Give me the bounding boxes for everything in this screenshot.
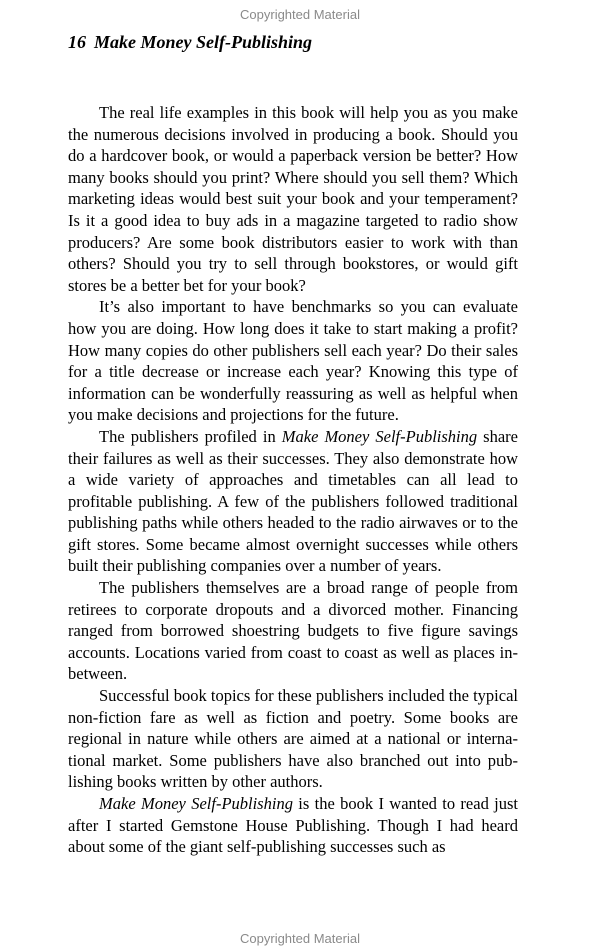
copyright-watermark-bottom: Copyrighted Material [240, 931, 360, 946]
running-header [68, 32, 312, 53]
paragraph-3-rest: share their failures as well as their successes. They also demonstrate how a wide variety of approaches and timetables can all lead to profitable publishing. A few of the publishers followed traditional publishing paths while others headed to the radio airwaves or to the gift stores. Some became almost overnight successes while others built their publishing companies over a number of years. [68, 426, 518, 576]
paragraph-2: It’s also important to have benchmarks so you can evaluate how you are doing. How long does it take to start making a profit? How many copies do other publishers sell each year? Do their sales for a title decrease or increase each year? Knowing this type of information can be wonderfully reassuring as well as helpful when you make decisions and projections for the future. [68, 297, 518, 425]
paragraph-5: Successful book topics for these publishers included the typical non-fiction fare as well as fiction and poetry. Some books are regional in nature while others are aimed at a national or international market. Some publishers have also branched out into publishing books written by other authors. [68, 686, 518, 792]
paragraph-3 [68, 426, 518, 577]
paragraph-1: The real life examples in this book will help you as you make the numerous decisions involved in producing a book. Should you do a hardcover book, or would a paperback version be better? How many books should you print? Where should you sell them? Which marketing ideas would best suit your book and your temperament? Is it a good idea to buy ads in a magazine targeted to radio show producers? Are some book distributors easier to work with than others? Should you try to sell through bookstores, or would gift stores be a better bet for your book? [68, 103, 518, 295]
book-title-italic: Make Money Self-Publishing [281, 426, 478, 446]
paragraph-6-rest: is the book I wanted to read just after I started Gemstone House Publishing. Though I had heard about some of the giant self-publishing successes such as [68, 794, 518, 857]
book-title-italic: Make Money Self-Publishing [99, 794, 293, 813]
book-title: Make Money Self-Publishing [94, 32, 313, 52]
paragraph-6 [68, 793, 518, 858]
page-number: 16 [68, 32, 86, 52]
page-body [68, 102, 518, 858]
copyright-watermark-top: Copyrighted Material [240, 7, 360, 22]
paragraph-3-lead: The publishers profiled in [99, 426, 282, 446]
paragraph-4: The publishers themselves are a broad range of people from retirees to corporate dropouts and a divorced mother. Financing ranged from borrowed shoestring budgets to five figure savings accounts. Locations varied from coast to coast as well as places in-between. [68, 578, 518, 684]
